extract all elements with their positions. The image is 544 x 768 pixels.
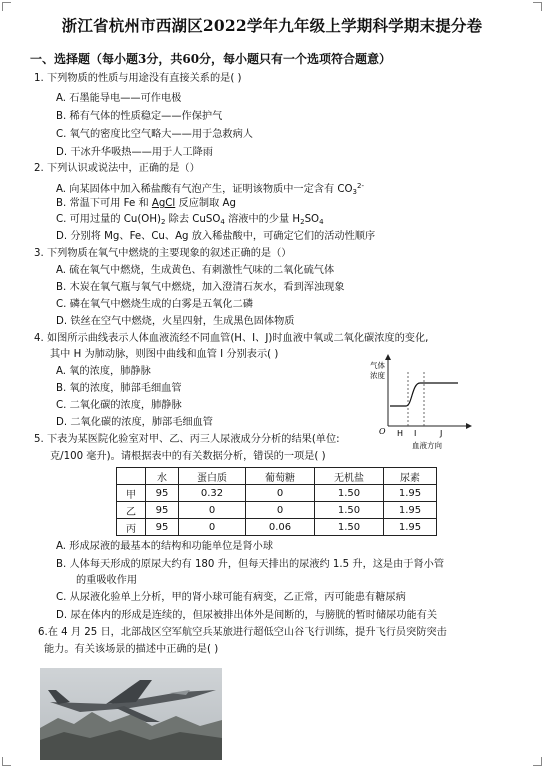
- table-cell: 95: [146, 485, 179, 502]
- table-cell: 甲: [117, 485, 146, 502]
- q1-option-d: D. 干冰升华吸热——用于人工降雨: [56, 147, 213, 158]
- q3-option-d: D. 铁丝在空气中燃烧，火星四射，生成黑色固体物质: [56, 316, 295, 327]
- table-cell: 95: [146, 502, 179, 519]
- table-row: [117, 502, 437, 519]
- graph-curve: [390, 383, 458, 406]
- q5-option-d: D. 尿在体内的形成是连续的，但尿被排出体外是间断的，与膀胱的暂时储尿功能有关: [56, 610, 438, 621]
- q6-stem: 6.在 4 月 25 日，北部战区空军航空兵某旅进行超低空山谷飞行训练，提升飞行员突防突击: [38, 627, 447, 638]
- graph-origin-label: O: [379, 427, 386, 436]
- graph-tick-i: I: [414, 429, 417, 438]
- table-cell: 1.95: [384, 502, 437, 519]
- table-header-cell: 尿素: [384, 468, 437, 485]
- q4-option-c: C. 二氧化碳的浓度，肺静脉: [56, 400, 182, 411]
- table-header-cell: 水: [146, 468, 179, 485]
- q4-stem-cont: 其中 H 为肺动脉，则图中曲线和血管 I 分别表示( ): [50, 349, 279, 360]
- q4-option-b: B. 氧的浓度，肺部毛细血管: [56, 383, 182, 394]
- q3-stem: 3. 下列物质在氧气中燃烧的主要现象的叙述正确的是（）: [34, 248, 292, 259]
- table-header-cell: 葡萄糖: [246, 468, 315, 485]
- table-cell: 丙: [117, 519, 146, 536]
- q5-option-b: B. 人体每天形成的原尿大约有 180 升，但每天排出的尿液约 1.5 升，这是由于肾小管: [56, 559, 445, 570]
- gas-concentration-graph: [362, 352, 480, 452]
- graph-ylabel-line1: 气体: [370, 361, 385, 370]
- table-header-row: [117, 468, 437, 485]
- q5-option-a: A. 形成尿液的最基本的结构和功能单位是肾小球: [56, 541, 274, 552]
- fighter-jet-photo: [40, 668, 222, 760]
- document-title: 浙江省杭州市西湖区2022学年九年级上学期科学期末提分卷: [61, 16, 483, 35]
- q1-option-c: C. 氧气的密度比空气略大——用于急救病人: [56, 129, 253, 140]
- table-cell: 0: [246, 485, 315, 502]
- graph-tick-h: H: [397, 429, 404, 438]
- table-cell: 95: [146, 519, 179, 536]
- table-header-cell: [117, 468, 146, 485]
- q1-stem: 1. 下列物质的性质与用途没有直接关系的是( ): [34, 73, 242, 84]
- table-cell: 1.95: [384, 485, 437, 502]
- q3-option-b: B. 木炭在氧气瓶与氧气中燃烧，加入澄清石灰水，看到浑浊现象: [56, 282, 345, 293]
- q2-option-b: B. 常温下可用 Fe 和 AgCl 反应制取 Ag: [56, 198, 236, 209]
- crop-mark: [533, 2, 542, 11]
- q3-option-c: C. 磷在氧气中燃烧生成的白雾是五氧化二磷: [56, 299, 253, 310]
- graph-ylabel-line2: 浓度: [370, 371, 385, 380]
- q4-option-d: D. 二氧化碳的浓度，肺部毛细血管: [56, 417, 213, 428]
- graph-tick-j: J: [440, 429, 443, 438]
- q5-stem: 5. 下表为某医院化验室对甲、乙、丙三人尿液成分分析的结果(单位:: [34, 434, 340, 445]
- table-cell: 1.95: [384, 519, 437, 536]
- crop-mark: [533, 757, 542, 766]
- table-cell: 0.06: [246, 519, 315, 536]
- table-header-cell: 蛋白质: [179, 468, 246, 485]
- crop-mark: [2, 757, 11, 766]
- q2-option-c: C. 可用过量的 $Cu(OH)_2$ 除去 CuSO$_4$ 溶液中的少量 $H_2SO_4$: [56, 214, 324, 226]
- table-row: [117, 519, 437, 536]
- table-cell: 0.32: [179, 485, 246, 502]
- q3-option-a: A. 硫在氧气中燃烧，生成黄色、有刺激性气味的二氧化硫气体: [56, 265, 335, 276]
- urine-analysis-table: [116, 467, 437, 536]
- table-cell: 1.50: [315, 485, 384, 502]
- table-cell: 乙: [117, 502, 146, 519]
- q5-option-c: C. 从尿液化验单上分析，甲的肾小球可能有病变，乙正常，丙可能患有糖尿病: [56, 592, 406, 603]
- table-cell: 0: [179, 502, 246, 519]
- table-cell: 0: [179, 519, 246, 536]
- table-cell: 1.50: [315, 502, 384, 519]
- q4-option-a: A. 氧的浓度，肺静脉: [56, 366, 151, 377]
- graph-x-arrow: [466, 423, 472, 429]
- q4-stem: 4. 如图所示曲线表示人体血液流经不同血管(H、I、J)时血液中氧或二氧化碳浓度的变化,: [34, 333, 429, 344]
- section-heading: 一、选择题（每小题3分，共60分，每小题只有一个选项符合题意）: [30, 52, 392, 66]
- graph-xlabel: 血液方向: [412, 441, 442, 450]
- graph-y-arrow: [385, 354, 391, 360]
- crop-mark: [2, 2, 11, 11]
- q5-option-b-cont: 的重吸收作用: [76, 575, 138, 586]
- q2-option-d: D. 分别将 Mg、Fe、Cu、Ag 放入稀盐酸中，可确定它们的活动性顺序: [56, 231, 376, 242]
- table-header-cell: 无机盐: [315, 468, 384, 485]
- q1-option-b: B. 稀有气体的性质稳定——作保护气: [56, 111, 223, 122]
- table-cell: 0: [246, 502, 315, 519]
- q2-stem: 2. 下列认识或说法中，正确的是（）: [34, 163, 200, 174]
- q1-option-a: A. 石墨能导电——可作电极: [56, 93, 182, 104]
- q5-stem-cont: 克/100 毫升)。请根据表中的有关数据分析，错误的一项是( ): [50, 451, 326, 462]
- q2-option-a: A. 向某固体中加入稀盐酸有气泡产生，证明该物质中一定含有 $CO_3^{2-}$: [56, 182, 364, 196]
- table-cell: 1.50: [315, 519, 384, 536]
- q6-stem-cont: 能力。有关该场景的描述中正确的是( ): [44, 644, 219, 655]
- table-row: [117, 485, 437, 502]
